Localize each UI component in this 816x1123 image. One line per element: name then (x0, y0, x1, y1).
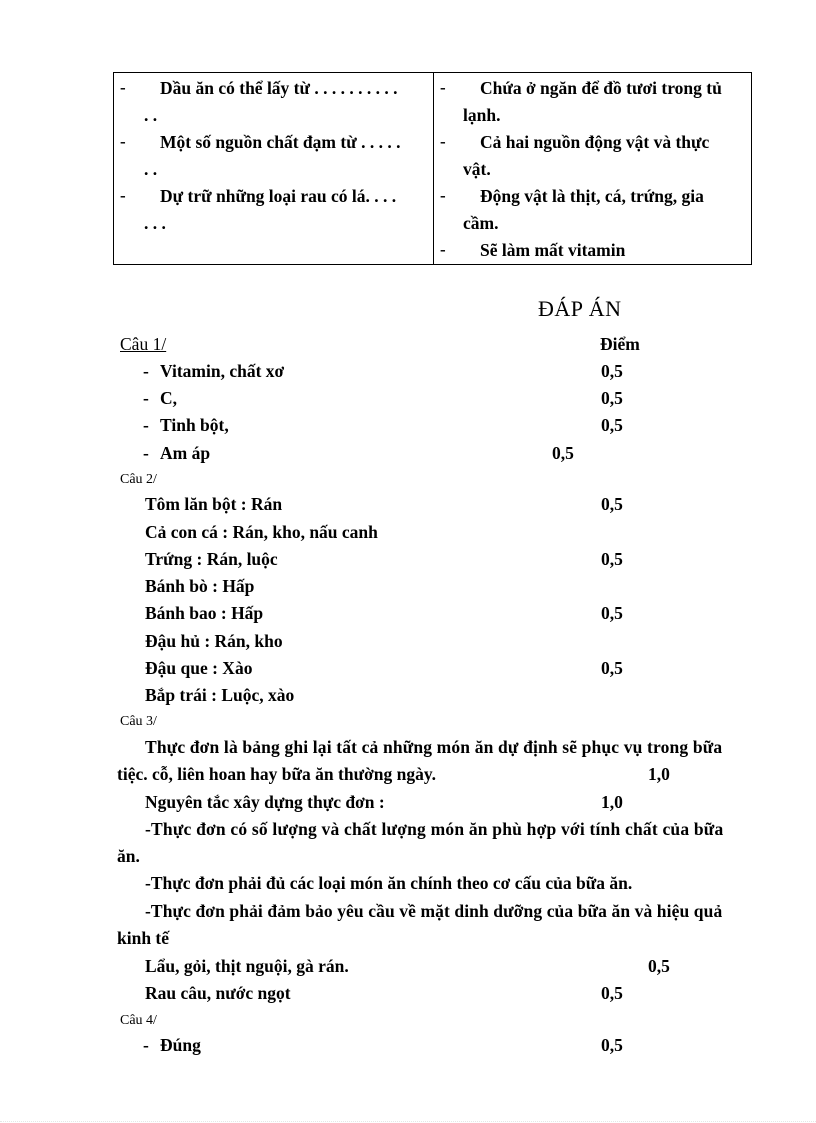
cau1-item-1-text: Vitamin, chất xơ (160, 361, 285, 381)
cau2-item-1-score: 0,5 (601, 494, 623, 514)
cau1-item-3-text: Tinh bột, (160, 415, 229, 435)
cau2-item-2-text: Cả con cá : Rán, kho, nấu canh (145, 522, 378, 542)
table-left-item-2-line2: . . (144, 159, 158, 179)
table-right-column (434, 73, 751, 264)
cau2-item-5-score: 0,5 (601, 603, 623, 623)
cau3-para1-score: 1,0 (648, 764, 670, 784)
cau1-item-3-dash: - (143, 415, 149, 435)
table-right-item-4-line1: Sẽ làm mất vitamin (480, 240, 626, 260)
table-left-item-1-line2: . . (144, 105, 158, 125)
cau1-item-3-score: 0,5 (601, 415, 623, 435)
cau3-rule2: -Thực đơn phải đủ các loại món ăn chính theo cơ cấu của bữa ăn. (145, 873, 633, 893)
table-left-item-3-line1: Dự trữ những loại rau có lá. . . . (160, 186, 397, 206)
cau2-item-6-text: Đậu hủ : Rán, kho (145, 631, 283, 651)
matching-table (113, 72, 752, 265)
cau3-extra2-score: 0,5 (601, 983, 623, 1003)
cau2-item-3-text: Trứng : Rán, luộc (145, 549, 278, 569)
cau3-rule3-line1: -Thực đơn phải đảm bảo yêu cầu về mặt dinh dưỡng của bữa ăn và hiệu quả (145, 901, 723, 921)
cau2-item-1-text: Tôm lăn bột : Rán (145, 494, 283, 514)
cau3-label: Câu 3/ (120, 714, 157, 729)
table-left-item-1-line1: Dầu ăn có thể lấy từ . . . . . . . . . . (160, 78, 398, 98)
table-right-item-1-line2: lạnh. (463, 105, 501, 125)
cau3-para1-line2: tiệc. cỗ, liên hoan hay bữa ăn thường ngày. (117, 764, 437, 784)
cau4-item-1-score: 0,5 (601, 1035, 623, 1055)
cau1-item-2-score: 0,5 (601, 388, 623, 408)
table-left-dash-3: - (120, 186, 126, 205)
table-left-item-2-line1: Một số nguồn chất đạm từ . . . . . (160, 132, 401, 152)
cau1-item-2-text: C, (160, 388, 178, 408)
cau3-para1-line1: Thực đơn là bảng ghi lại tất cả những món ăn dự định sẽ phục vụ trong bữa (145, 737, 723, 757)
page-bottom-divider (0, 1121, 816, 1122)
cau1-item-4-text: Am áp (160, 443, 211, 463)
cau3-extra2: Rau câu, nước ngọt (145, 983, 291, 1003)
table-left-dash-2: - (120, 132, 126, 151)
table-right-dash-2: - (440, 132, 446, 151)
cau1-item-1-score: 0,5 (601, 361, 623, 381)
cau2-item-7-score: 0,5 (601, 658, 623, 678)
cau3-rule1-line1: -Thực đơn có số lượng và chất lượng món ăn phù hợp với tính chất của bữa (145, 819, 724, 839)
cau2-label: Câu 2/ (120, 472, 157, 487)
cau3-extra1-score: 0,5 (648, 956, 670, 976)
cau4-label: Câu 4/ (120, 1013, 157, 1028)
cau1-label: Câu 1/ (120, 334, 167, 354)
cau3-principle-score: 1,0 (601, 792, 623, 812)
cau1-item-4-dash: - (143, 443, 149, 463)
cau1-item-1-dash: - (143, 361, 149, 381)
table-right-dash-3: - (440, 186, 446, 205)
cau2-item-7-text: Đậu que : Xào (145, 658, 253, 678)
score-header: Điểm (600, 334, 640, 354)
cau3-rule3-line2: kinh tế (117, 928, 170, 948)
table-left-column (114, 73, 434, 264)
table-left-item-3-line2: . . . (144, 213, 166, 233)
cau1-item-2-dash: - (143, 388, 149, 408)
cau3-principle: Nguyên tắc xây dựng thực đơn : (145, 792, 385, 812)
cau4-item-1-dash: - (143, 1035, 149, 1055)
table-right-item-2-line1: Cả hai nguồn động vật và thực (480, 132, 710, 152)
table-right-dash-1: - (440, 78, 446, 97)
cau2-item-4-text: Bánh bò : Hấp (145, 576, 255, 596)
table-right-item-1-line1: Chứa ở ngăn để đồ tươi trong tủ (480, 78, 722, 98)
table-right-item-3-line1: Động vật là thịt, cá, trứng, gia (480, 186, 704, 206)
cau2-item-3-score: 0,5 (601, 549, 623, 569)
cau2-item-8-text: Bắp trái : Luộc, xào (145, 685, 295, 705)
table-right-dash-4: - (440, 240, 446, 259)
table-right-item-3-line2: cầm. (463, 213, 499, 233)
table-left-dash-1: - (120, 78, 126, 97)
answer-title: ĐÁP ÁN (538, 296, 622, 321)
cau4-item-1-text: Đúng (160, 1035, 201, 1055)
table-right-item-2-line2: vật. (463, 159, 491, 179)
cau3-rule1-line2: ăn. (117, 846, 140, 866)
cau1-item-4-score: 0,5 (552, 443, 574, 463)
cau2-item-5-text: Bánh bao : Hấp (145, 603, 264, 623)
cau3-extra1: Lẩu, gỏi, thịt nguội, gà rán. (145, 956, 349, 976)
